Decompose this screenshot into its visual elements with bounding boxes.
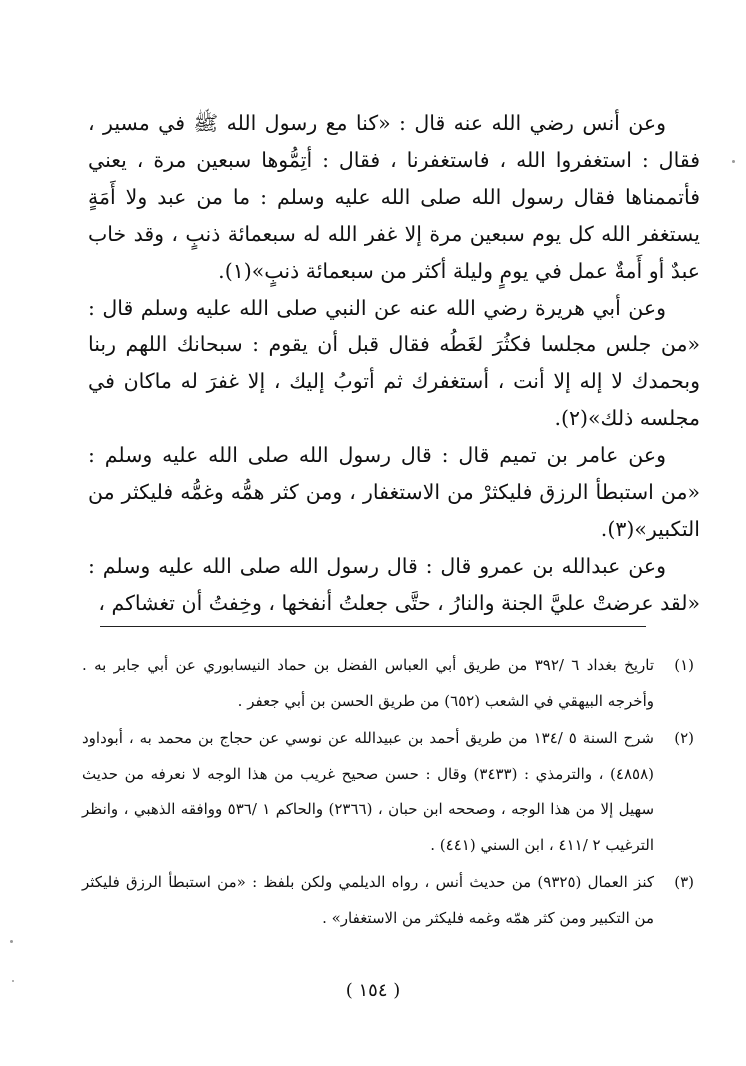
footnote <box>82 865 694 936</box>
footnote-number: (١) <box>674 656 694 674</box>
paragraph-abu-hurayra: وعن أبي هريرة رضي الله عنه عن النبي صلى الله عليه وسلم قال : «من جلس مجلسا فكثُرَ لغَطُه فقال قبل أن يقوم : سبحانك اللهم ربنا وبحمدك لا إله إلا أنت ، أستغفرك ثم أتوبُ إليك ، إلا غفرَ له ماكان في مجلسه ذلك»(٢). <box>88 295 700 431</box>
main-text <box>88 105 700 622</box>
footnotes <box>82 648 694 938</box>
footnote-text: كنز العمال (٩٣٢٥) من حديث أنس ، رواه الديلمي ولكن بلفظ : «من استبطأ الرزق فليكثر من التكبير ومن كثر همّه وغمه فليكثر من الاستغفار» . <box>82 873 654 927</box>
footnote <box>82 648 694 719</box>
paragraph-amir: وعن عامر بن تميم قال : قال رسول الله صلى الله عليه وسلم : «من استبطأ الرزق فليكثرْ من الاستغفار ، ومن كثر همُّه وغمُّه فليكثر من التكبير»(٣). <box>88 443 700 541</box>
paragraph-abdullah: وعن عبدالله بن عمرو قال : قال رسول الله صلى الله عليه وسلم : «لقد عرضتْ عليَّ الجنة والنارُ ، حتَّى جعلتُ أنفخها ، وخِفتُ أن تغشاكم ، <box>88 553 700 615</box>
footnote-number: (٣) <box>674 873 694 891</box>
footnote-separator <box>100 626 646 627</box>
paragraph-anas: وعن أنس رضي الله عنه قال : «كنا مع رسول الله ﷺ في مسير ، فقال : استغفروا الله ، فاستغفرنا ، فقال : أتِمُّوها سبعين مرة ، يعني فأتممناها فقال رسول الله صلى الله عليه وسلم : ما من عبد ولا أَمَةٍ يستغفر الله كل يوم سبعين مرة إلا غفر الله له سبعمائة ذنبٍ ، وقد خاب عبدٌ أو أَمةٌ عمل في يومٍ وليلة أكثر من سبعمائة ذنبٍ»(١). <box>88 111 700 283</box>
footnote-number: (٢) <box>674 729 694 747</box>
scan-speck <box>12 980 14 982</box>
scan-speck <box>732 160 735 163</box>
page-number: ( ١٥٤ ) <box>345 980 401 1001</box>
footnote <box>82 721 694 863</box>
scan-speck <box>10 940 13 943</box>
footnote-text: شرح السنة ٥ /١٣٤ من طريق أحمد بن عبيدالله عن نوسي عن حجاج بن محمد به ، أبوداود (٤٨٥٨) ، والترمذي : (٣٤٣٣) وقال : حسن صحيح غريب من هذا الوجه لا نعرفه من حديث سهيل إلا من هذا الوجه ، وصححه ابن حبان ، (٢٣٦٦) والحاكم ١ /٥٣٦ ووافقه الذهبي ، وانظر الترغيب ٢ /٤١١ ، ابن السني (٤٤١) . <box>82 729 655 854</box>
footnote-text: تاريخ بغداد ٦ /٣٩٢ من طريق أبي العباس الفضل بن حماد النيسابوري عن أبي جابر به . وأخرجه البيهقي في الشعب (٦٥٢) من طريق الحسن بن أبي جعفر . <box>82 656 655 710</box>
